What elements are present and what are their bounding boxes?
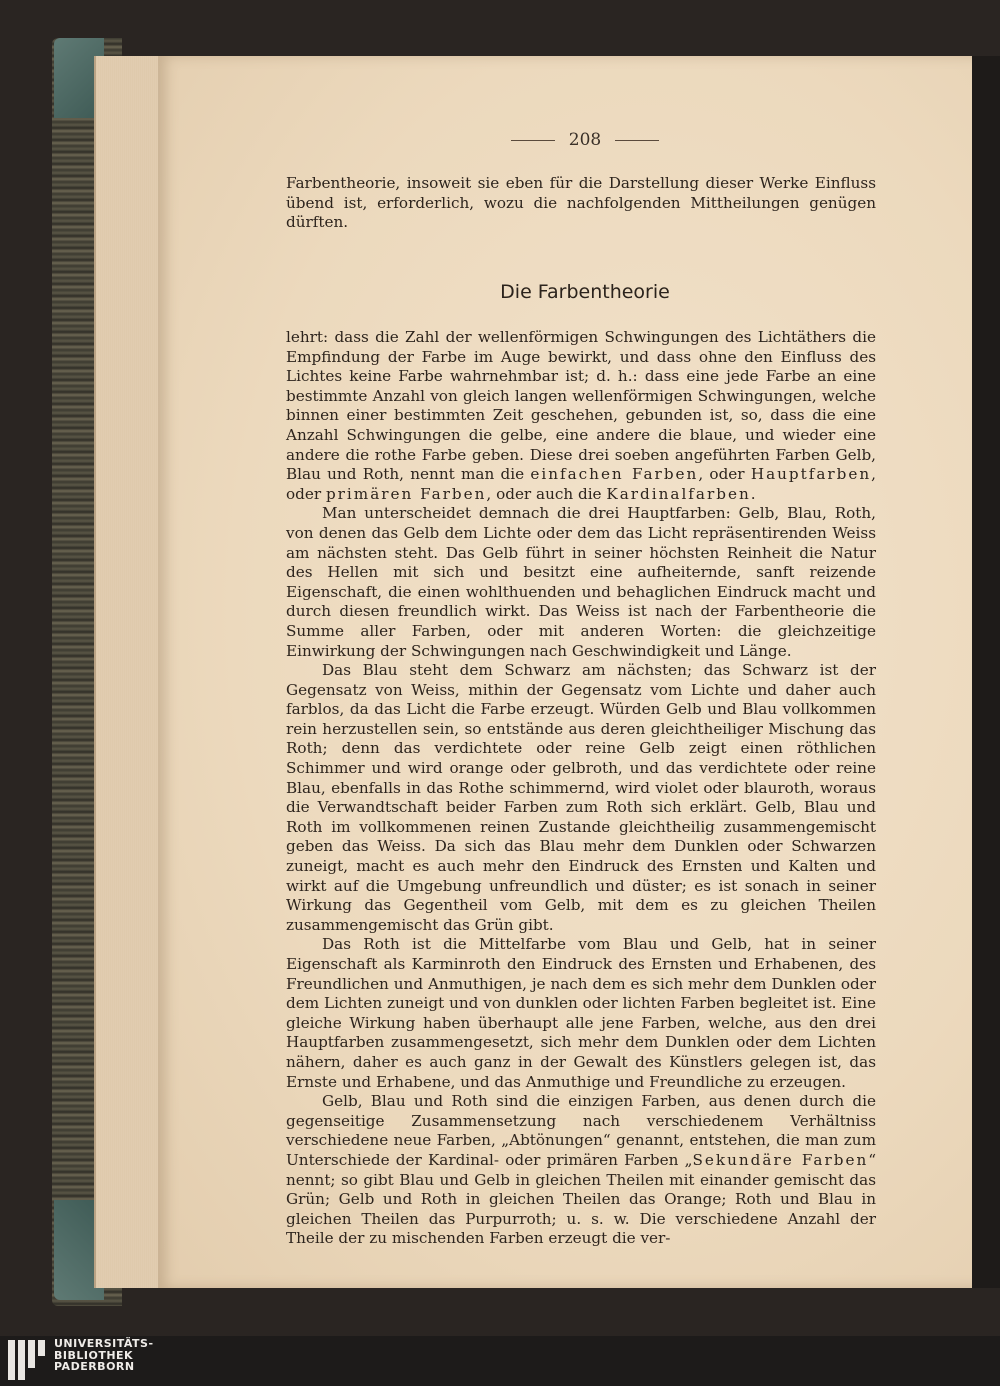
page-stack [94,56,166,1288]
intro-text: Farbentheorie, insoweit sie eben für die Darstellung dieser Werke Einfluss übend ist, erforderlich, wozu die nachfolgenden Mittheilungen genügen dürften. [286,174,876,232]
logo-line-1: UNIVERSITÄTS- [54,1337,154,1350]
body-text [286,328,876,1249]
logo-line-2: BIBLIOTHEK [54,1348,134,1362]
p1-spaced-4: Kardinalfarben [606,484,751,503]
p5-text-a: Gelb, Blau und Roth sind die einzigen Farben, aus denen durch die gegenseitige Zusammensetzung nach verschiedenem Verhältniss verschiedene neue Farben, „Abtönungen“ genannt, entstehen, die man zum Unterschiede der Kardinal- oder primären Farben „ [286,1092,876,1169]
intro-paragraph [286,174,876,233]
p1-spaced-1: einfachen Farben [530,465,699,484]
page-header [0,130,1000,150]
p5-text-b: “ nennt; so gibt Blau und Gelb in gleichen Theilen mit einander gemischt das Grün; Gelb und Roth in gleichen Theilen das Orange; Roth und Blau in gleichen Theilen das Purpurroth; u. s. w. Die verschiedene Anzahl der Theile der zu mischenden Farben erzeugt die ver- [286,1150,876,1248]
p1-text-a: lehrt: dass die Zahl der wellenförmigen Schwingungen des Lichtäthers die Empfindung der Farbe im Auge bewirkt, und dass ohne den Einfluss des Lichtes keine Farbe wahrnehmbar ist; d. h.: dass eine jede Farbe an eine bestimmte Anzahl von gleich langen wellenförmigen Schwingungen, welche binnen einer bestimmten Zeit geschehen, gebunden ist, so, dass die eine Anzahl Schwingungen die gelbe, eine andere die blaue, und wieder eine andere die rothe Farbe geben. Diese drei soeben angeführten Farben Gelb, Blau und Roth, nennt man die [286,328,876,484]
paragraph-3: Das Blau steht dem Schwarz am nächsten; das Schwarz ist der Gegensatz von Weiss, mithin der Gegensatz vom Lichte und daher auch farblos, da das Licht die Farbe erzeugt. Würden Gelb und Blau vollkommen rein herzustellen sein, so entstände aus deren gleichtheiliger Mischung das Roth; denn das verdichtete oder reine Gelb zeigt einen röthlichen Schimmer und wird orange oder gelbroth, und das verdichtete oder reine Blau, ebenfalls in das Rothe schimmernd, wird violet oder blauroth, woraus die Verwandtschaft beider Farben zum Roth sich erklärt. Gelb, Blau und Roth im vollkommenen reinen Zustande gleichtheilig zusammengemischt geben das Weiss. Da sich das Blau mehr dem Dunklen oder Schwarzen zuneigt, macht es auch mehr den Eindruck des Ernsten und Kalten und wirkt auf die Umgebung unfreundlich und düster; es ist sonach in seiner Wirkung das Gegentheil vom Gelb, mit dem es zu gleichen Theilen zusammengemischt das Grün gibt. [286,661,876,934]
logo-line-3: PADERBORN [54,1360,135,1373]
paragraph-4: Das Roth ist die Mittelfarbe vom Blau und Gelb, hat in seiner Eigenschaft als Karminroth den Eindruck des Ernsten und Erhabenen, des Freundlichen und Anmuthigen, je nach dem es sich mehr dem Dunklen oder dem Lichten zuneigt und von dunklen oder lichten Farben begleitet ist. Eine gleiche Wirkung haben überhaupt alle jene Farben, welche, aus den drei Hauptfarben zusammengesetzt, sich mehr dem Dunklen oder dem Lichten nähern, daher es auch ganz in der Gewalt des Künstlers gelegen ist, das Ernste und Erhabene, und das Anmuthige und Freundliche zu erzeugen. [286,935,876,1091]
paragraph-5 [286,1092,876,1249]
p1-text-c: , oder [286,465,876,503]
p1-spaced-2: Hauptfarben [750,465,872,484]
p1-text-b: , oder [698,465,751,484]
paragraph-1 [286,328,876,504]
page-number: 208 [568,130,602,150]
p1-text-d: , oder auch die [486,484,607,503]
library-logo-text [54,1338,154,1373]
right-dark-edge [972,56,1000,1288]
header-rule-right [615,140,659,141]
header-rule-left [511,140,555,141]
paragraph-2: Man unterscheidet demnach die drei Hauptfarben: Gelb, Blau, Roth, von denen das Gelb dem Lichte oder dem das Licht repräsentirenden Weiss am nächsten steht. Das Gelb führt in seiner höchsten Reinheit die Natur des Hellen mit sich und besitzt eine aufheiternde, sanft reizende Eigenschaft, die einen wohlthuenden und behaglichen Eindruck macht und durch diesen freundlich wirkt. Das Weiss ist nach der Farbentheorie die Summe aller Farben, oder mit anderen Worten: die gleichzeitige Einwirkung der Schwingungen nach Geschwindigkeit und Länge. [286,504,876,660]
library-logo-icon [8,1338,48,1382]
p5-spaced-1: Sekundäre Farben [692,1150,869,1169]
p1-text-e: . [750,484,756,503]
p1-spaced-3: primären Farben [325,484,487,503]
section-title: Die Farbentheorie [500,281,670,303]
